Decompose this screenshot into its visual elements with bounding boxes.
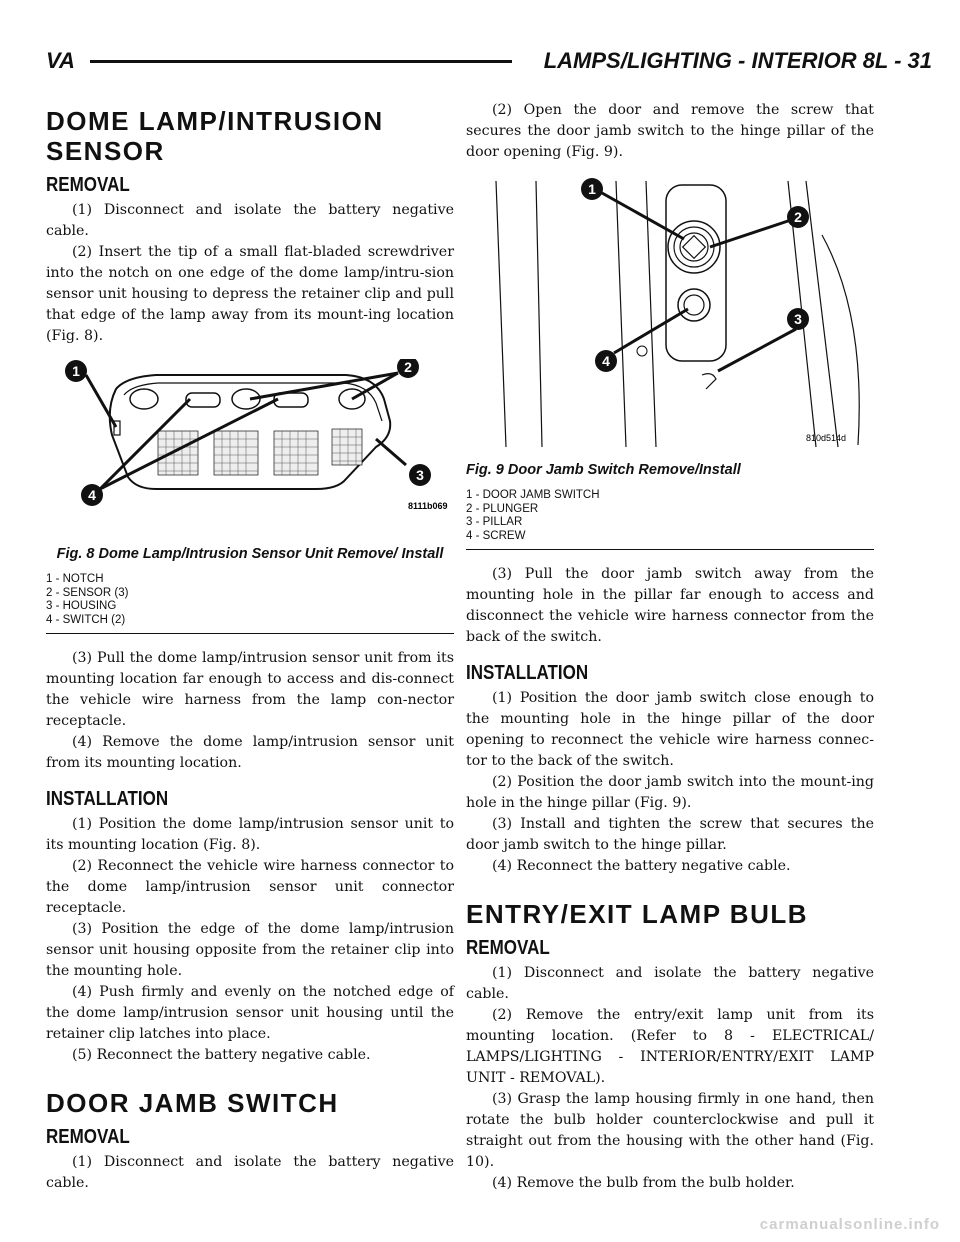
callout-2: 2 — [794, 209, 802, 225]
section-title-door-jamb: DOOR JAMB SWITCH — [46, 1088, 339, 1118]
paragraph: (3) Grasp the lamp housing firmly in one hand, then rotate the bulb holder counterclockwise and pull it straight out from the housing with the other hand (Fig. 10). — [466, 1091, 874, 1170]
header-model: VA — [46, 48, 75, 73]
paragraph: (2) Open the door and remove the screw that secures the door jamb switch to the hinge pillar of the door opening (Fig. 9). — [466, 102, 874, 160]
legend-item: 2 - SENSOR (3) — [46, 586, 129, 599]
legend-item: 4 - SCREW — [466, 529, 526, 542]
paragraph: (4) Remove the bulb from the bulb holder. — [492, 1175, 795, 1191]
paragraph: (1) Disconnect and isolate the battery negative cable. — [46, 1154, 454, 1191]
figure-9 — [466, 175, 874, 550]
header-section: LAMPS/LIGHTING - INTERIOR 8L - 31 — [543, 48, 932, 73]
legend-item: 4 - SWITCH (2) — [46, 613, 126, 626]
heading-installation: INSTALLATION — [46, 788, 169, 810]
heading-removal: REMOVAL — [46, 174, 130, 196]
section-title-entry-exit: ENTRY/EXIT LAMP BULB — [466, 899, 809, 929]
heading-installation: INSTALLATION — [466, 662, 589, 684]
heading-removal: REMOVAL — [46, 1126, 130, 1148]
page-header — [46, 40, 932, 80]
section-title-dome-lamp: DOME LAMP/INTRUSION SENSOR — [46, 106, 384, 166]
callout-4: 4 — [88, 487, 96, 503]
legend-item: 3 - HOUSING — [46, 600, 117, 612]
header-rule — [90, 60, 512, 63]
figure-8 — [46, 359, 454, 634]
paragraph: (4) Push firmly and evenly on the notched edge of the dome lamp/intrusion sensor unit housing until the retainer clip latches into place. — [46, 984, 454, 1042]
paragraph: (2) Reconnect the vehicle wire harness connector to the dome lamp/intrusion sensor unit connector receptacle. — [46, 858, 454, 916]
watermark: carmanualsonline.info — [759, 1216, 940, 1233]
callout-4: 4 — [602, 353, 610, 369]
paragraph: (1) Disconnect and isolate the battery negative cable. — [46, 202, 454, 239]
paragraph: (3) Install and tighten the screw that secures the door jamb switch to the hinge pillar. — [466, 816, 874, 853]
paragraph: (4) Reconnect the battery negative cable. — [492, 858, 791, 874]
callout-3: 3 — [794, 311, 802, 327]
figure-code: 8111b069 — [408, 501, 448, 511]
paragraph: (1) Position the door jamb switch close enough to the mounting hole in the hinge pillar of the door opening to reconnect the vehicle wire harness connec-tor to the back of the switch. — [466, 690, 874, 769]
figure-code: 810d514d — [806, 433, 847, 443]
figure-9-caption: Fig. 9 Door Jamb Switch Remove/Install — [466, 462, 741, 478]
dome-lamp-illustration — [46, 359, 454, 539]
heading-removal: REMOVAL — [466, 937, 550, 959]
paragraph: (2) Position the door jamb switch into the mount-ing hole in the hinge pillar (Fig. 9). — [466, 774, 874, 811]
paragraph: (3) Position the edge of the dome lamp/intrusion sensor unit housing opposite from the retainer clip into the mounting hole. — [46, 921, 454, 979]
legend-item: 2 - PLUNGER — [466, 502, 539, 515]
callout-1: 1 — [72, 363, 80, 379]
legend-item: 1 - DOOR JAMB SWITCH — [466, 489, 600, 501]
callout-1: 1 — [588, 181, 596, 197]
paragraph: (3) Pull the door jamb switch away from the mounting hole in the pillar far enough to access and disconnect the vehicle wire harness connector from the back of the switch. — [466, 566, 874, 645]
paragraph: (2) Insert the tip of a small flat-bladed screwdriver into the notch on one edge of the dome lamp/intru-sion sensor unit housing to depress the retainer clip and pull that edge of the lamp away from its mount-ing location (Fig. 8). — [46, 244, 454, 344]
paragraph: (1) Position the dome lamp/intrusion sensor unit to its mounting location (Fig. 8). — [46, 816, 454, 853]
callout-3: 3 — [416, 467, 424, 483]
paragraph: (3) Pull the dome lamp/intrusion sensor unit from its mounting location far enough to access and dis-connect the vehicle wire harness from the lamp con-nector receptacle. — [46, 650, 454, 729]
callout-2: 2 — [404, 359, 412, 375]
door-jamb-illustration — [466, 175, 874, 455]
right-column — [466, 100, 874, 1194]
figure-8-legend — [46, 573, 454, 634]
figure-8-caption: Fig. 8 Dome Lamp/Intrusion Sensor Unit Remove/ Install — [56, 546, 444, 562]
legend-item: 3 - PILLAR — [466, 516, 523, 528]
paragraph: (4) Remove the dome lamp/intrusion sensor unit from its mounting location. — [46, 734, 454, 771]
figure-9-legend — [466, 489, 874, 550]
left-column — [46, 100, 454, 1194]
paragraph: (1) Disconnect and isolate the battery negative cable. — [466, 965, 874, 1002]
paragraph: (2) Remove the entry/exit lamp unit from its mounting location. (Refer to 8 - ELECTRICAL/ LAMPS/LIGHTING - INTERIOR/ENTRY/EXIT LAMP UNIT - REMOVAL). — [466, 1007, 874, 1086]
legend-item: 1 - NOTCH — [46, 573, 104, 585]
paragraph: (5) Reconnect the battery negative cable. — [72, 1047, 371, 1063]
